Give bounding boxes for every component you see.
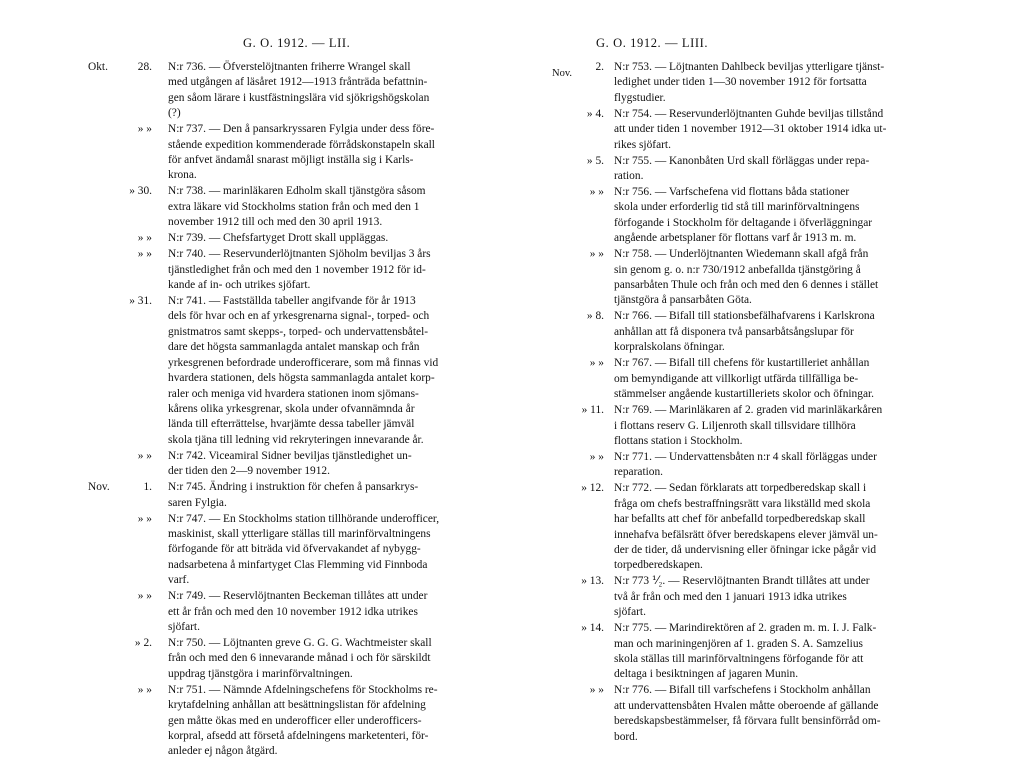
entry-text-line: N:r 773 ⅟₂. — Reservlöjtnanten Brandt tillåtes att under	[614, 575, 870, 588]
entry-text-line: förfogande i Stockholm för deltagande i öfverläggningar	[614, 216, 873, 229]
entry-text-line: från och med den 6 innevarande månad i och för särskildt	[168, 652, 431, 665]
entry-text-line: om bemyndigande att villkorligt utfärda tillfälliga be-	[614, 372, 859, 385]
entry-text-line: N:r 771. — Undervattensbåten n:r 4 skall förläggas under	[614, 450, 877, 463]
entry-text-line: lända till efterrättelse, hvarjämte dessa tabeller jämväl	[168, 418, 415, 431]
entry-text-line: skola under erforderlig tid stå till marinförvaltningens	[614, 201, 860, 214]
entry-text-line: N:r 739. — Chefsfartyget Drott skall uppläggas.	[168, 232, 389, 245]
entry-text-line: N:r 738. — marinläkaren Edholm skall tjänstgöra såsom	[168, 185, 426, 198]
entry-text-line: ledighet under tiden 1—30 november 1912 för fortsatta	[614, 76, 867, 89]
entry-text-line: N:r 745. Ändring i instruktion för chefen å pansarkrys-	[168, 481, 419, 494]
order-entry	[540, 247, 1024, 309]
entry-text-line: kårens olika yrkesgrenar, skola under ofvannämnda år	[168, 402, 415, 415]
entry-text-line: N:r 751. — Nämnde Afdelningschefens för Stockholms re-	[168, 683, 438, 696]
entry-day: » »	[137, 232, 152, 245]
order-entry	[540, 481, 1024, 573]
entry-day: » 12.	[581, 482, 604, 495]
entry-month: Nov.	[88, 481, 110, 494]
entry-day: 1.	[143, 481, 152, 494]
entry-day: » »	[137, 512, 152, 525]
entry-text-line: anhållan att få disponera två pansarbåtsångslupar för	[614, 325, 854, 338]
entry-text-line: N:r 740. — Reservunderlöjtnanten Sjöholm beviljas 3 års	[168, 248, 431, 261]
order-entry	[540, 450, 1024, 481]
entry-text-line: bord.	[614, 730, 638, 743]
entry-text-line: nadsarbetena å minfartyget Clas Flemming vid Finnboda	[168, 558, 428, 571]
entry-text-line: stämmelser angående kustartilleriets skolor och öfningar.	[614, 388, 875, 401]
entry-day: 2.	[595, 61, 604, 73]
order-entry	[540, 107, 1024, 153]
order-entry	[0, 512, 512, 589]
entry-text-line: N:r 737. — Den å pansarkryssaren Fylgia under dess före-	[168, 123, 435, 136]
entry-day: » 2.	[134, 636, 152, 649]
entry-text-line: skola ställas till marinförvaltningens förfogande för att	[614, 652, 864, 665]
order-entry	[540, 356, 1024, 402]
order-entry	[0, 122, 512, 184]
entry-day: » 8.	[586, 310, 604, 323]
entry-text-line: angående arbetsplaner för flottans varf år 1913 m. m.	[614, 232, 857, 245]
entry-text-line: rikes sjöfart.	[614, 138, 671, 151]
entry-text-line: korpral, afsedd att försetå afdelningens marketenteri, för-	[168, 730, 429, 742]
order-entry	[540, 403, 1024, 449]
entry-text-line: varf.	[168, 574, 190, 587]
entry-text-line: N:r 775. — Marindirektören af 2. graden m. m. I. J. Falk-	[614, 622, 877, 635]
entry-text-line: N:r 772. — Sedan förklarats att torpedberedskap skall i	[614, 482, 867, 495]
order-entry	[540, 621, 1024, 683]
entry-text-line: gnistmatros samt skepps-, torped- och undervattensbåtel-	[168, 325, 429, 338]
entry-text-line: N:r 758. — Underlöjtnanten Wiedemann skall afgå från	[614, 248, 869, 261]
entry-text-line: förfogande för att biträda vid öfvervakandet af nybygg-	[168, 543, 421, 556]
right-running-head: G. O. 1912. — LIII.	[596, 36, 709, 50]
right-entries	[540, 60, 1024, 746]
entry-text-line: raler och meniga vid hvardera stationen inom sjömans-	[168, 387, 419, 400]
entry-day: » 30.	[129, 185, 152, 198]
entry-text-line: med utgången af läsåret 1912—1913 frånträda befattnin-	[168, 76, 428, 89]
entry-text-line: för anfvet ändamål snarast möjligt inställa sig i Karls-	[168, 154, 414, 167]
entry-text-line: flottans station i Stockholm.	[614, 434, 743, 447]
entry-day: » 13.	[581, 575, 604, 588]
right-page	[540, 0, 1024, 778]
entry-text-line: tjänstledighet från och med den 1 november 1912 för id-	[168, 263, 426, 276]
entry-text-line: uppdrag tjänstgöra i marinförvaltningen.	[168, 667, 353, 680]
left-entries	[0, 60, 512, 760]
entry-text-line: beredskapsbestämmelser, få förvara fullt bensinförråd om-	[614, 715, 881, 728]
entry-text-line: saren Fylgia.	[168, 496, 227, 509]
entry-day: » 31.	[129, 295, 152, 308]
entry-day: » »	[589, 450, 604, 463]
order-entry	[0, 247, 512, 293]
order-entry	[0, 231, 512, 246]
entry-text-line: innehafva befälsrätt öfver beredskapens elever jämväl un-	[614, 528, 878, 541]
order-entry	[0, 589, 512, 635]
entry-text-line: att undervattensbåten Hvalen måtte oberoende af gällande	[614, 699, 879, 712]
entry-text-line: N:r 766. — Bifall till stationsbefälhafvarens i Karlskrona	[614, 310, 875, 323]
order-entry	[540, 154, 1024, 185]
entry-text-line: dels för hvar och en af yrkesgrenarna signal-, torped- och	[168, 310, 430, 323]
entry-text-line: ration.	[614, 170, 644, 183]
order-entry	[0, 449, 512, 480]
order-entry	[0, 683, 512, 760]
entry-text-line: N:r 753. — Löjtnanten Dahlbeck beviljas ytterligare tjänst-	[614, 61, 885, 73]
entry-text-line: två år från och med den 1 januari 1913 idka utrikes	[614, 590, 847, 603]
entry-day: » »	[137, 590, 152, 603]
left-running-head: G. O. 1912. — LII.	[243, 36, 351, 50]
entry-text-line: N:r 769. — Marinläkaren af 2. graden vid marinläkarkåren	[614, 404, 883, 417]
entry-text-line: flygstudier.	[614, 91, 666, 104]
entry-text-line: yrkesgrenen befordrade underofficerare, som må finnas vid	[168, 356, 439, 369]
order-entry	[540, 185, 1024, 247]
entry-day: » 11.	[581, 404, 604, 417]
entry-text-line: i flottans reserv G. Liljenroth skall tillsvidare tillhöra	[614, 419, 856, 432]
order-entry	[540, 683, 1024, 745]
entry-text-line: N:r 767. — Bifall till chefens för kustartilleriet anhållan	[614, 357, 870, 370]
entry-text-line: gen måtte ökas med en underofficer eller underofficers-	[168, 714, 422, 727]
entry-day: » »	[589, 357, 604, 370]
entry-text-line: deltaga i besiktningen af jagaren Munin.	[614, 668, 799, 681]
entry-day: » »	[137, 123, 152, 136]
entry-text-line: fråga om chefs bestraffningsrätt vara likställd med skola	[614, 497, 871, 510]
order-entry	[0, 294, 512, 448]
entry-month: Okt.	[88, 61, 108, 73]
entry-day: » 14.	[581, 622, 604, 635]
entry-text-line: dare det högsta sammanlagda antalet manskap och från	[168, 341, 420, 354]
entry-text-line: der tiden den 2—9 november 1912.	[168, 465, 330, 478]
order-entry	[0, 60, 512, 122]
entry-text-line: sin genom g. o. n:r 730/1912 anbefallda tjänstgöring å	[614, 263, 861, 276]
entry-day: 28.	[137, 61, 152, 73]
order-entry	[540, 309, 1024, 355]
entry-text-line: krytafdelning anhållan att besättningslistan för afdelning	[168, 699, 426, 712]
entry-text-line: extra läkare vid Stockholms station från och med den 1	[168, 200, 420, 213]
entry-text-line: ett år från och med den 10 november 1912 idka utrikes	[168, 605, 418, 618]
entry-day: » 5.	[586, 154, 604, 167]
entry-day: » »	[589, 186, 604, 199]
entry-text-line: hvardera stationen, dels högsta sammanlagda antalet korp-	[168, 372, 435, 385]
entry-text-line: N:r 742. Viceamiral Sidner beviljas tjänstledighet un-	[168, 449, 412, 462]
entry-day: » »	[137, 248, 152, 261]
entry-text-line: har befallts att chef för anbefalld torpedberedskap skall	[614, 513, 866, 526]
entry-text-line: korpralskolans öfningar.	[614, 341, 725, 354]
entry-text-line: skola tjäna till ledning vid rekryteringen innevarande år.	[168, 433, 424, 446]
entry-text-line: (?)	[168, 107, 181, 120]
entry-text-line: pansarbåten Thule och från och med den 6 dennes i stället	[614, 279, 879, 292]
entry-text-line: N:r 750. — Löjtnanten greve G. G. G. Wachtmeister skall	[168, 636, 432, 649]
entry-day: » »	[137, 683, 152, 696]
entry-text-line: gen såom lärare i kustfästningslära vid sjökrigshögskolan	[168, 91, 430, 104]
entry-text-line: tjänstgöra å pansarbåten Göta.	[614, 294, 752, 307]
order-entry	[0, 184, 512, 230]
entry-text-line: november 1912 till och med den 30 april 1913.	[168, 216, 383, 229]
entry-text-line: N:r 755. — Kanonbåten Urd skall förläggas under repa-	[614, 154, 870, 167]
entry-text-line: der de tider, då undervisning eller öfningar icke pågår vid	[614, 543, 877, 556]
order-entry	[540, 60, 1024, 106]
entry-text-line: N:r 754. — Reservunderlöjtnanten Guhde beviljas tillstånd	[614, 107, 884, 120]
order-entry	[0, 480, 512, 511]
entry-day: » »	[589, 684, 604, 697]
entry-text-line: sjöfart.	[168, 620, 200, 633]
entry-text-line: att under tiden 1 november 1912—31 oktober 1914 idka ut-	[614, 123, 887, 136]
entry-day: » »	[589, 248, 604, 261]
entry-text-line: sjöfart.	[614, 606, 646, 619]
entry-text-line: N:r 756. — Varfschefena vid flottans båda stationer	[614, 186, 850, 199]
entry-text-line: maskinist, skall ytterligare ställas till marinförvaltningens	[168, 527, 431, 540]
entry-month: Nov.	[552, 68, 573, 79]
entry-text-line: N:r 741. — Fastställda tabeller angifvande för år 1913	[168, 295, 416, 308]
entry-day: » »	[137, 449, 152, 462]
entry-text-line: N:r 749. — Reservlöjtnanten Beckeman tillåtes att under	[168, 590, 428, 603]
entry-text-line: anleder ej någon åtgärd.	[168, 745, 278, 758]
entry-text-line: reparation.	[614, 466, 664, 479]
entry-day: » 4.	[586, 107, 604, 120]
entry-text-line: N:r 747. — En Stockholms station tillhörande underofficer,	[168, 512, 440, 525]
entry-text-line: stående expedition kommenderade förrådskonstapeln skall	[168, 138, 435, 151]
entry-text-line: man och mariningenjören af 1. graden S. A. Samzelius	[614, 637, 863, 650]
entry-text-line: kande af in- och utrikes sjöfart.	[168, 279, 311, 292]
entry-text-line: N:r 776. — Bifall till varfschefens i Stockholm anhållan	[614, 684, 871, 697]
entry-text-line: torpedberedskapen.	[614, 559, 703, 572]
order-entry	[0, 636, 512, 682]
entry-text-line: N:r 736. — Öfverstelöjtnanten friherre Wrangel skall	[168, 61, 411, 73]
order-entry	[540, 574, 1024, 620]
entry-text-line: krona.	[168, 169, 197, 182]
